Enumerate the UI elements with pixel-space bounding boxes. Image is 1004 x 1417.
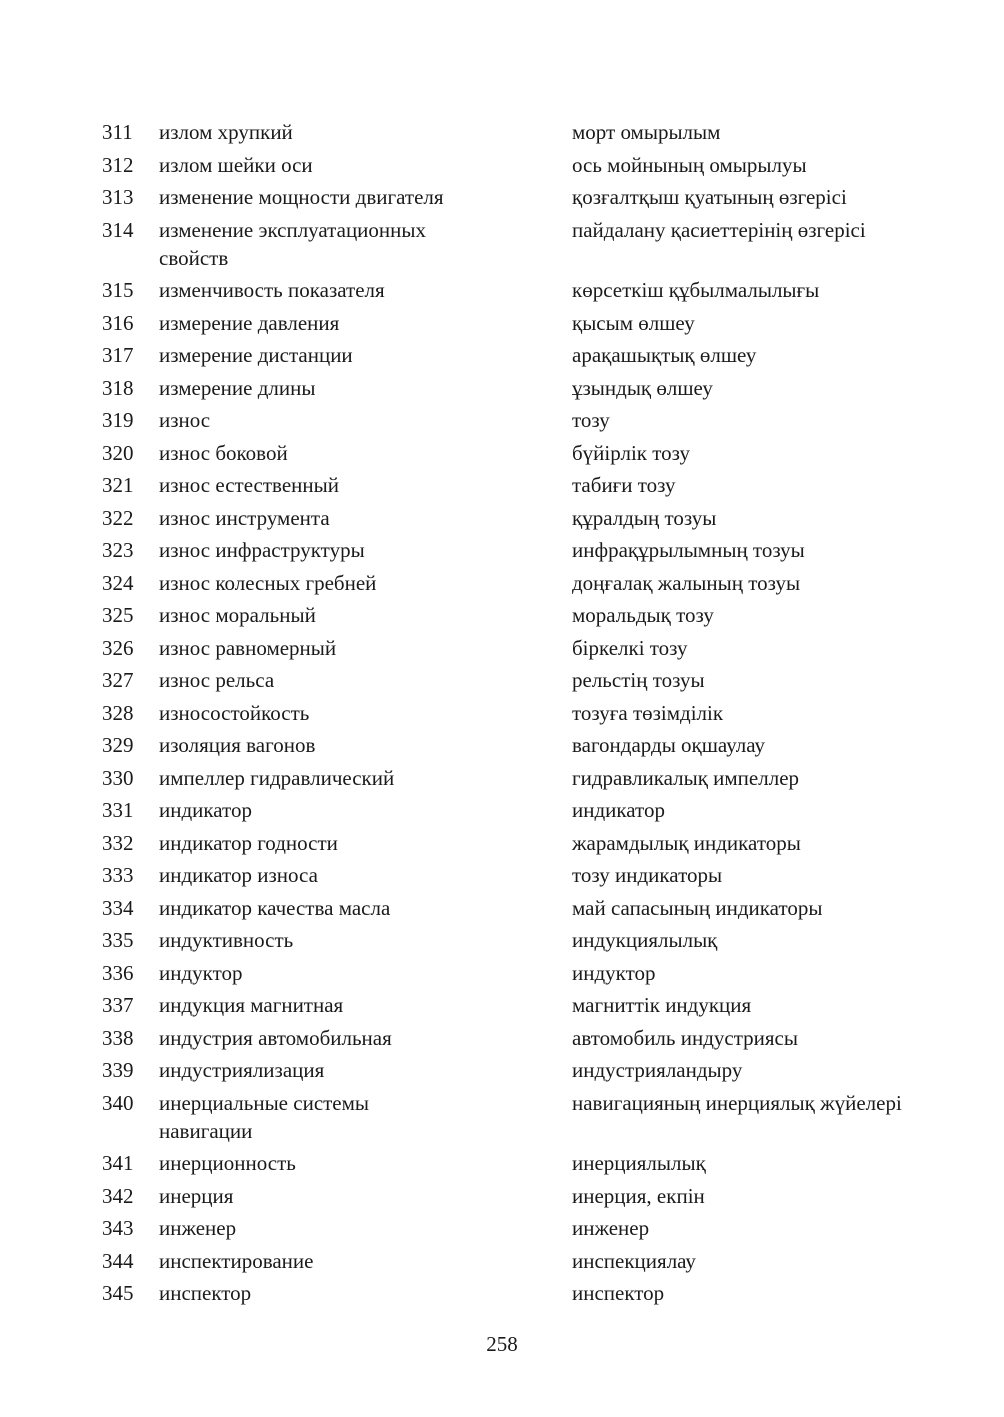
russian-term: индикатор качества масла: [159, 895, 391, 920]
kazakh-term: инженер: [572, 1216, 650, 1240]
glossary-entry: [0, 536, 1004, 569]
entry-number: 313: [102, 185, 134, 209]
glossary-entry: [0, 991, 1004, 1024]
kazakh-term: бүйірлік тозу: [572, 440, 691, 465]
entry-number: 314: [102, 217, 134, 242]
entry-number: 342: [102, 1183, 134, 1208]
glossary-entry: [0, 1089, 1004, 1150]
russian-term: индустрия автомобильная: [159, 1025, 392, 1050]
entry-number: 332: [102, 830, 134, 855]
entry-number: 328: [102, 700, 134, 725]
glossary-entry: [0, 829, 1004, 862]
entry-number: 321: [102, 473, 134, 497]
glossary-entry: [0, 504, 1004, 537]
kazakh-term: пайдалану қасиеттерінің өзгерісі: [572, 217, 866, 242]
russian-term: инерционность: [159, 1151, 296, 1175]
kazakh-term: тозуға төзімділік: [572, 700, 724, 725]
russian-term: индуктор: [159, 960, 243, 985]
russian-term: импеллер гидравлический: [159, 765, 395, 790]
kazakh-term: моральдық тозу: [572, 603, 714, 627]
russian-term: износ боковой: [159, 440, 288, 465]
russian-term: индикатор износа: [159, 863, 318, 887]
entry-number: 319: [102, 408, 134, 432]
russian-term: индукция магнитная: [159, 993, 344, 1017]
russian-term: износ естественный: [159, 473, 339, 497]
kazakh-term: инспектор: [572, 1281, 665, 1305]
russian-term: инерциальные системы навигации: [159, 1090, 370, 1143]
russian-term: изменчивость показателя: [159, 278, 385, 302]
entry-number: 331: [102, 798, 134, 822]
glossary-entry: [0, 309, 1004, 342]
kazakh-term: арақашықтық өлшеу: [572, 343, 757, 367]
glossary-entry: [0, 764, 1004, 797]
entry-number: 341: [102, 1151, 134, 1175]
entry-number: 334: [102, 895, 134, 920]
kazakh-term: тозу индикаторы: [572, 863, 723, 887]
russian-term: индустриялизация: [159, 1058, 325, 1082]
kazakh-term: инерция, екпін: [572, 1183, 705, 1208]
russian-term: измерение длины: [159, 375, 316, 400]
glossary-entry: [0, 1149, 1004, 1182]
glossary-entry: [0, 439, 1004, 472]
entry-number: 316: [102, 310, 134, 335]
glossary-entry: [0, 959, 1004, 992]
kazakh-term: магниттік индукция: [572, 993, 752, 1017]
glossary-entry: [0, 406, 1004, 439]
glossary-entry: [0, 666, 1004, 699]
glossary-entry: [0, 926, 1004, 959]
kazakh-term: қысым өлшеу: [572, 310, 695, 335]
entry-number: 317: [102, 343, 134, 367]
entry-number: 320: [102, 440, 134, 465]
russian-term: износ инструмента: [159, 505, 330, 530]
kazakh-term: инспекциялау: [572, 1248, 696, 1273]
entry-number: 339: [102, 1058, 134, 1082]
kazakh-term: инфрақұрылымның тозуы: [572, 538, 805, 562]
kazakh-term: көрсеткіш құбылмалылығы: [572, 278, 820, 302]
kazakh-term: индикатор: [572, 798, 665, 822]
kazakh-term: ось мойнының омырылуы: [572, 152, 807, 177]
glossary-entry: [0, 118, 1004, 151]
russian-term: инерция: [159, 1183, 234, 1208]
entry-number: 324: [102, 570, 134, 595]
glossary-entry: [0, 276, 1004, 309]
glossary-entry: [0, 1214, 1004, 1247]
entry-number: 340: [102, 1090, 134, 1115]
kazakh-term: гидравликалық импеллер: [572, 765, 800, 790]
entry-number: 344: [102, 1248, 134, 1273]
russian-term: износ колесных гребней: [159, 570, 377, 595]
glossary-entry: [0, 634, 1004, 667]
russian-term: измерение дистанции: [159, 343, 353, 367]
entry-number: 338: [102, 1025, 134, 1050]
kazakh-term: жарамдылық индикаторы: [572, 830, 801, 855]
kazakh-term: морт омырылым: [572, 120, 721, 144]
entry-number: 318: [102, 375, 134, 400]
entry-number: 337: [102, 993, 134, 1017]
kazakh-term: инерциялылық: [572, 1151, 706, 1175]
kazakh-term: вагондарды оқшаулау: [572, 733, 765, 757]
glossary-entry: [0, 1247, 1004, 1280]
kazakh-term: рельстің тозуы: [572, 668, 705, 692]
entry-number: 336: [102, 960, 134, 985]
russian-term: инспектор: [159, 1281, 252, 1305]
glossary-entries: [0, 118, 1004, 1312]
glossary-entry: [0, 861, 1004, 894]
russian-term: изменение эксплуатационных свойств: [159, 217, 427, 270]
glossary-entry: [0, 183, 1004, 216]
entry-number: 343: [102, 1216, 134, 1240]
glossary-entry: [0, 1056, 1004, 1089]
page-number: 258: [486, 1332, 518, 1356]
entry-number: 335: [102, 928, 134, 952]
kazakh-term: индуктор: [572, 960, 656, 985]
glossary-entry: [0, 1182, 1004, 1215]
entry-number: 323: [102, 538, 134, 562]
kazakh-term: индустрияландыру: [572, 1058, 743, 1082]
russian-term: индикатор: [159, 798, 252, 822]
glossary-entry: [0, 1279, 1004, 1312]
kazakh-term: май сапасының индикаторы: [572, 895, 823, 920]
entry-number: 330: [102, 765, 134, 790]
russian-term: изменение мощности двигателя: [159, 185, 444, 209]
glossary-entry: [0, 569, 1004, 602]
glossary-entry: [0, 341, 1004, 374]
kazakh-term: тозу: [572, 408, 610, 432]
glossary-entry: [0, 894, 1004, 927]
glossary-entry: [0, 731, 1004, 764]
russian-term: индуктивность: [159, 928, 294, 952]
russian-term: износ рельса: [159, 668, 275, 692]
russian-term: инспектирование: [159, 1248, 314, 1273]
russian-term: износ инфраструктуры: [159, 538, 365, 562]
russian-term: износ: [159, 408, 211, 432]
kazakh-term: құралдың тозуы: [572, 505, 717, 530]
entry-number: 325: [102, 603, 134, 627]
entry-number: 327: [102, 668, 134, 692]
entry-number: 329: [102, 733, 134, 757]
glossary-entry: [0, 601, 1004, 634]
kazakh-term: автомобиль индустриясы: [572, 1025, 798, 1050]
glossary-entry: [0, 1024, 1004, 1057]
entry-number: 315: [102, 278, 134, 302]
russian-term: излом шейки оси: [159, 152, 313, 177]
kazakh-term: навигацияның инерциялық жүйелері: [572, 1090, 902, 1115]
glossary-entry: [0, 699, 1004, 732]
glossary-entry: [0, 151, 1004, 184]
kazakh-term: доңғалақ жалының тозуы: [572, 570, 801, 595]
entry-number: 311: [102, 120, 133, 144]
russian-term: износ моральный: [159, 603, 316, 627]
entry-number: 322: [102, 505, 134, 530]
glossary-entry: [0, 796, 1004, 829]
entry-number: 312: [102, 152, 134, 177]
russian-term: инженер: [159, 1216, 237, 1240]
kazakh-term: қозғалтқыш қуатының өзгерісі: [572, 185, 847, 209]
russian-term: излом хрупкий: [159, 120, 293, 144]
russian-term: индикатор годности: [159, 830, 338, 855]
kazakh-term: табиғи тозу: [572, 473, 676, 497]
russian-term: измерение давления: [159, 310, 340, 335]
glossary-entry: [0, 374, 1004, 407]
kazakh-term: ұзындық өлшеу: [572, 375, 713, 400]
entry-number: 326: [102, 635, 134, 660]
russian-term: изоляция вагонов: [159, 733, 316, 757]
glossary-entry: [0, 471, 1004, 504]
russian-term: износ равномерный: [159, 635, 337, 660]
glossary-entry: [0, 216, 1004, 277]
entry-number: 333: [102, 863, 134, 887]
russian-term: износостойкость: [159, 700, 310, 725]
kazakh-term: индукциялылық: [572, 928, 718, 952]
kazakh-term: біркелкі тозу: [572, 635, 688, 660]
entry-number: 345: [102, 1281, 134, 1305]
